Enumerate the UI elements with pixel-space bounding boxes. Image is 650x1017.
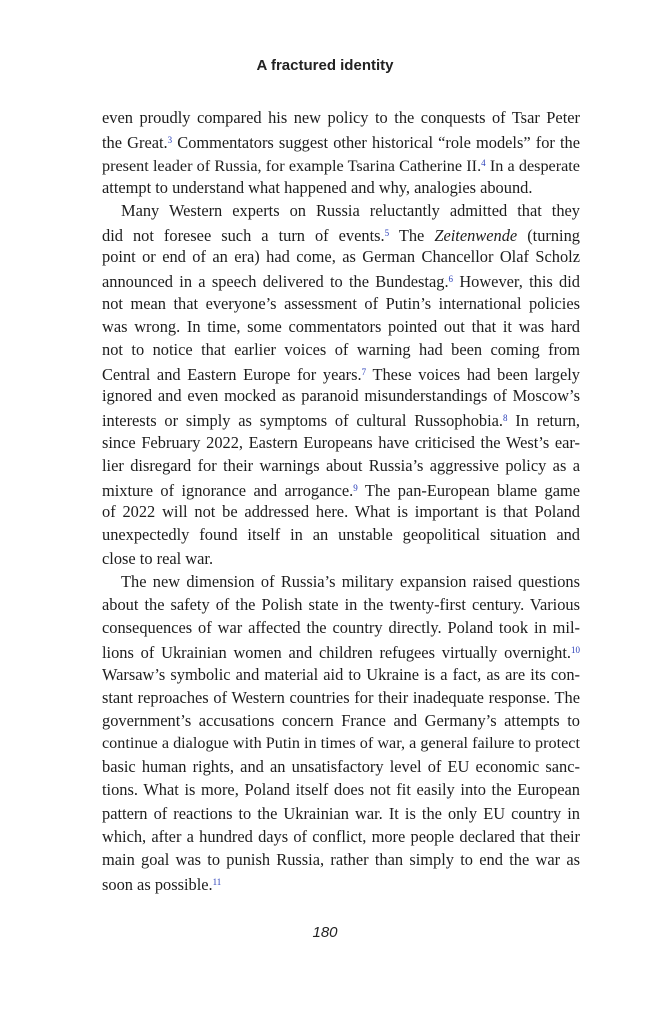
text-line: stant reproaches of Western countries for their inadequate response. The bbox=[102, 687, 580, 707]
footnote-ref[interactable]: 4 bbox=[481, 158, 486, 169]
page-number: 180 bbox=[312, 924, 338, 941]
text-line: The new dimension of Russia’s military expansion raised questions bbox=[121, 571, 580, 591]
text-line: present leader of Russia, for example Tsarina Catherine II.$^4$ In a desperate bbox=[102, 157, 580, 176]
text-line: government’s accusations concern France and Germany’s attempts to bbox=[102, 710, 580, 730]
text-line: Warsaw’s symbolic and material aid to Ukraine is a fact, as are its con- bbox=[102, 664, 580, 684]
text-line: continue a dialogue with Putin in times of war, a general failure to protect bbox=[102, 734, 580, 753]
footnote-ref[interactable]: 6 bbox=[448, 274, 454, 285]
text-line: mixture of ignorance and arrogance.$^9$ The pan-European blame game bbox=[102, 481, 580, 500]
text-line: point or end of an era) had come, as German Chancellor Olaf Scholz bbox=[102, 247, 580, 267]
text-line: basic human rights, and an unsatisfactory level of EU economic sanc- bbox=[102, 757, 580, 777]
text-line: attempt to understand what happened and why, analogies abound. bbox=[102, 177, 533, 197]
footnote-ref[interactable]: 7 bbox=[361, 367, 367, 378]
text-line: lions of Ukrainian women and children refugees virtually overnight.$^{10}$ bbox=[102, 643, 580, 663]
text-line: which, after a hundred days of conflict, more people declared that their bbox=[102, 826, 580, 846]
text-line: not to notice that earlier voices of warning had been coming from bbox=[102, 339, 580, 359]
text-line: about the safety of the Polish state in the twenty-first century. Various bbox=[102, 594, 580, 614]
text-line: Many Western experts on Russia reluctantly admitted that they bbox=[121, 200, 580, 220]
text-line: ignored and even mocked as paranoid misunderstandings of Moscow’s bbox=[102, 386, 580, 406]
text-line: close to real war. bbox=[102, 548, 214, 568]
footnote-ref[interactable]: 10 bbox=[571, 645, 580, 656]
footnote-ref[interactable]: 9 bbox=[353, 483, 358, 493]
text-line: lier disregard for their warnings about Russia’s aggressive policy as a bbox=[102, 455, 580, 475]
italic-term: Zeitenwende bbox=[434, 225, 518, 245]
text-line: was wrong. In time, some commentators pointed out that it was hard bbox=[102, 316, 580, 336]
text-line: of 2022 will not be addressed here. What is important is that Poland bbox=[102, 502, 580, 522]
text-line: Central and Eastern Europe for years.$^7$ These voices had been largely bbox=[102, 365, 580, 385]
text-line: since February 2022, Eastern Europeans have criticised the West’s ear- bbox=[102, 432, 580, 452]
text-line: the Great.$^3$ Commentators suggest other historical “role models” for the bbox=[102, 133, 580, 153]
text-line: unexpectedly found itself in an unstable geopolitical situation and bbox=[102, 525, 580, 545]
footnote-ref[interactable]: 3 bbox=[167, 135, 173, 146]
text-line: soon as possible.$^{11}$ bbox=[102, 875, 222, 895]
text-line: not mean that everyone’s assessment of Putin’s international policies bbox=[102, 293, 580, 313]
running-head: A fractured identity bbox=[256, 57, 394, 74]
text-line: main goal was to punish Russia, rather than simply to end the war as bbox=[102, 850, 580, 869]
body-text bbox=[102, 106, 580, 894]
footnote-ref[interactable]: 5 bbox=[384, 227, 390, 238]
footnote-ref[interactable]: 8 bbox=[503, 413, 508, 424]
text-line: did not foresee such a turn of events.$^5$ The Zeitenwende (turning bbox=[102, 225, 580, 245]
text-line: consequences of war affected the country directly. Poland took in mil- bbox=[102, 618, 580, 638]
footnote-ref[interactable]: 11 bbox=[212, 877, 222, 888]
text-line: interests or simply as symptoms of cultural Russophobia.$^8$ In return, bbox=[102, 411, 580, 431]
text-line: announced in a speech delivered to the Bundestag.$^6$ However, this did bbox=[102, 272, 580, 292]
text-line: tions. What is more, Poland itself does not fit easily into the European bbox=[102, 780, 580, 800]
text-line: even proudly compared his new policy to the conquests of Tsar Peter bbox=[102, 108, 580, 127]
text-line: pattern of reactions to the Ukrainian war. It is the only EU country in bbox=[102, 803, 580, 823]
